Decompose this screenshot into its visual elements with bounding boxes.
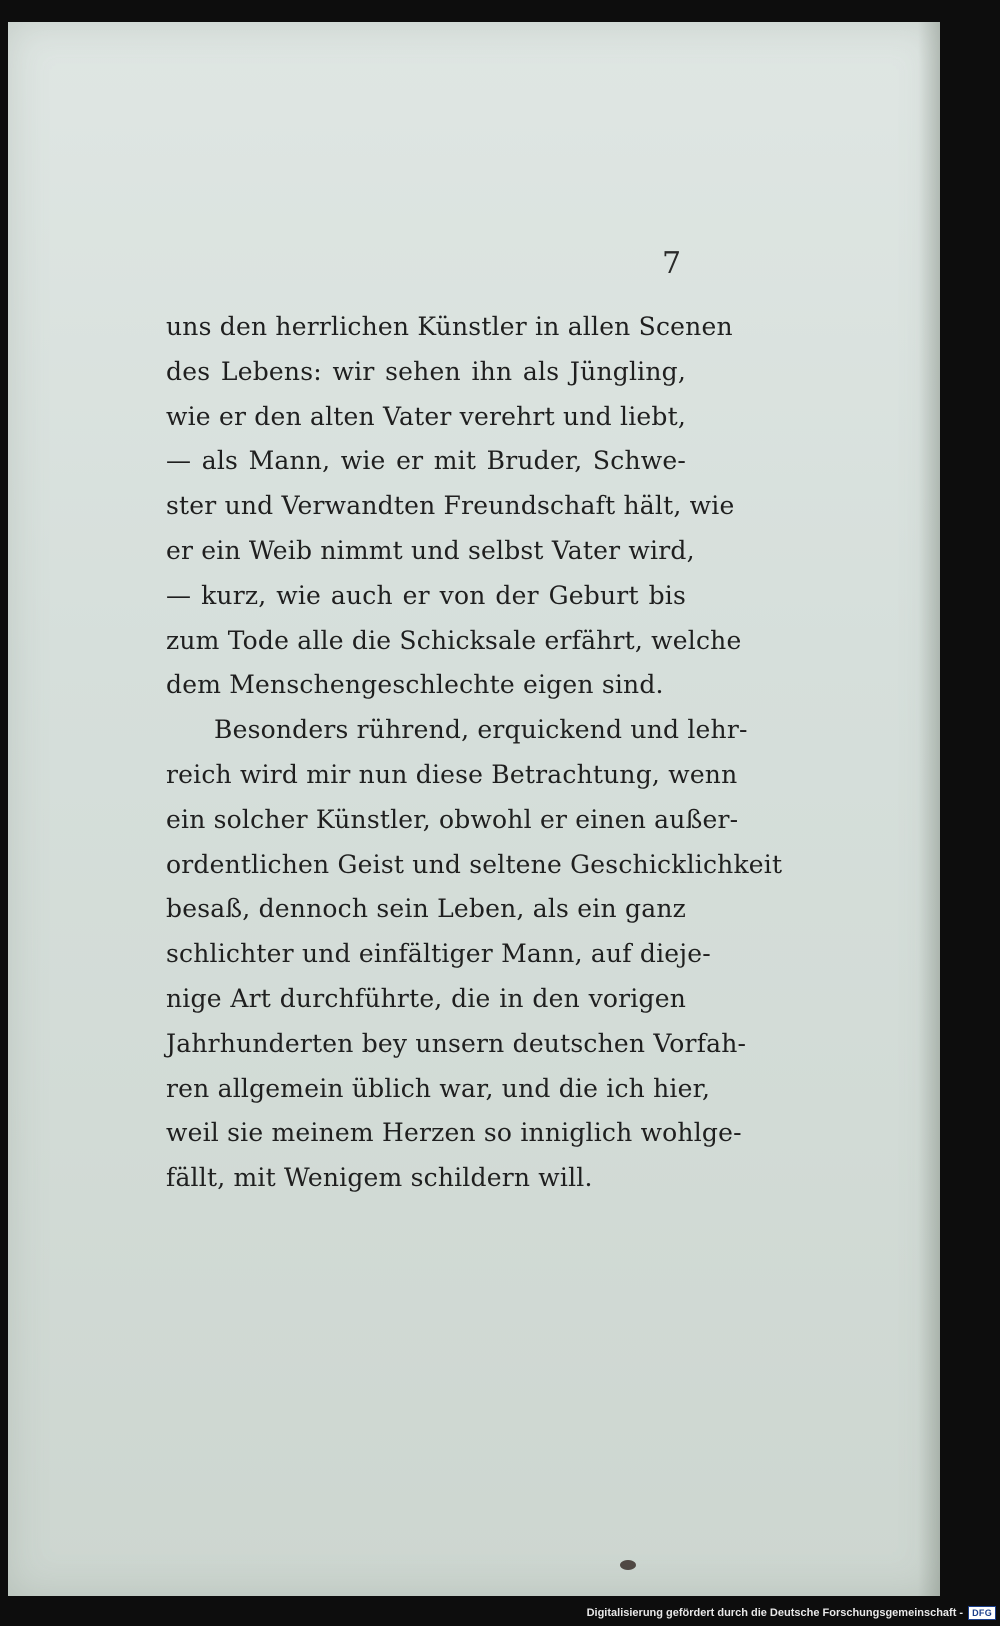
text-line: fällt, mit Wenigem schildern will.: [166, 1163, 593, 1193]
text-line: schlichter und einfältiger Mann, auf dieje-: [166, 939, 711, 969]
text-line: — kurz, wie auch er von der Geburt bis: [166, 580, 686, 610]
text-line: Jahrhunderten bey unsern deutschen Vorfah-: [166, 1028, 747, 1058]
book-page: [8, 22, 940, 1596]
text-line: ster und Verwandten Freundschaft hält, wie: [166, 491, 735, 521]
text-line: Besonders rührend, erquickend und lehr-: [214, 715, 748, 745]
text-line: — als Mann, wie er mit Bruder, Schwe-: [166, 446, 686, 476]
text-line: ein solcher Künstler, obwohl er einen außer-: [166, 804, 739, 834]
text-line: des Lebens: wir sehen ihn als Jüngling,: [166, 356, 686, 386]
text-line: uns den herrlichen Künstler in allen Scenen: [166, 312, 733, 341]
text-line: reich wird mir nun diese Betrachtung, wenn: [166, 759, 738, 789]
text-line: besaß, dennoch sein Leben, als ein ganz: [166, 894, 686, 924]
ink-spot: [620, 1560, 636, 1570]
digitization-credit: [587, 1604, 996, 1622]
text-line: dem Menschengeschlechte eigen sind.: [166, 670, 664, 700]
text-line: ordentlichen Geist und seltene Geschicklichkeit: [166, 849, 783, 879]
text-line: wie er den alten Vater verehrt und liebt,: [166, 401, 686, 431]
page-number: 7: [662, 246, 682, 281]
text-line: nige Art durchführte, die in den vorigen: [166, 983, 686, 1013]
text-line: ren allgemein üblich war, und die ich hier,: [166, 1073, 711, 1103]
page-edge-shadow: [918, 22, 940, 1596]
text-line: zum Tode alle die Schicksale erfährt, welche: [166, 625, 742, 655]
credit-text: Digitalisierung gefördert durch die Deutsche Forschungsgemeinschaft -: [586, 1607, 964, 1619]
dfg-logo-icon: DFG: [968, 1606, 996, 1620]
text-line: weil sie meinem Herzen so inniglich wohlge-: [166, 1118, 742, 1148]
text-line: er ein Weib nimmt und selbst Vater wird,: [166, 535, 695, 565]
body-text: [166, 305, 783, 1201]
